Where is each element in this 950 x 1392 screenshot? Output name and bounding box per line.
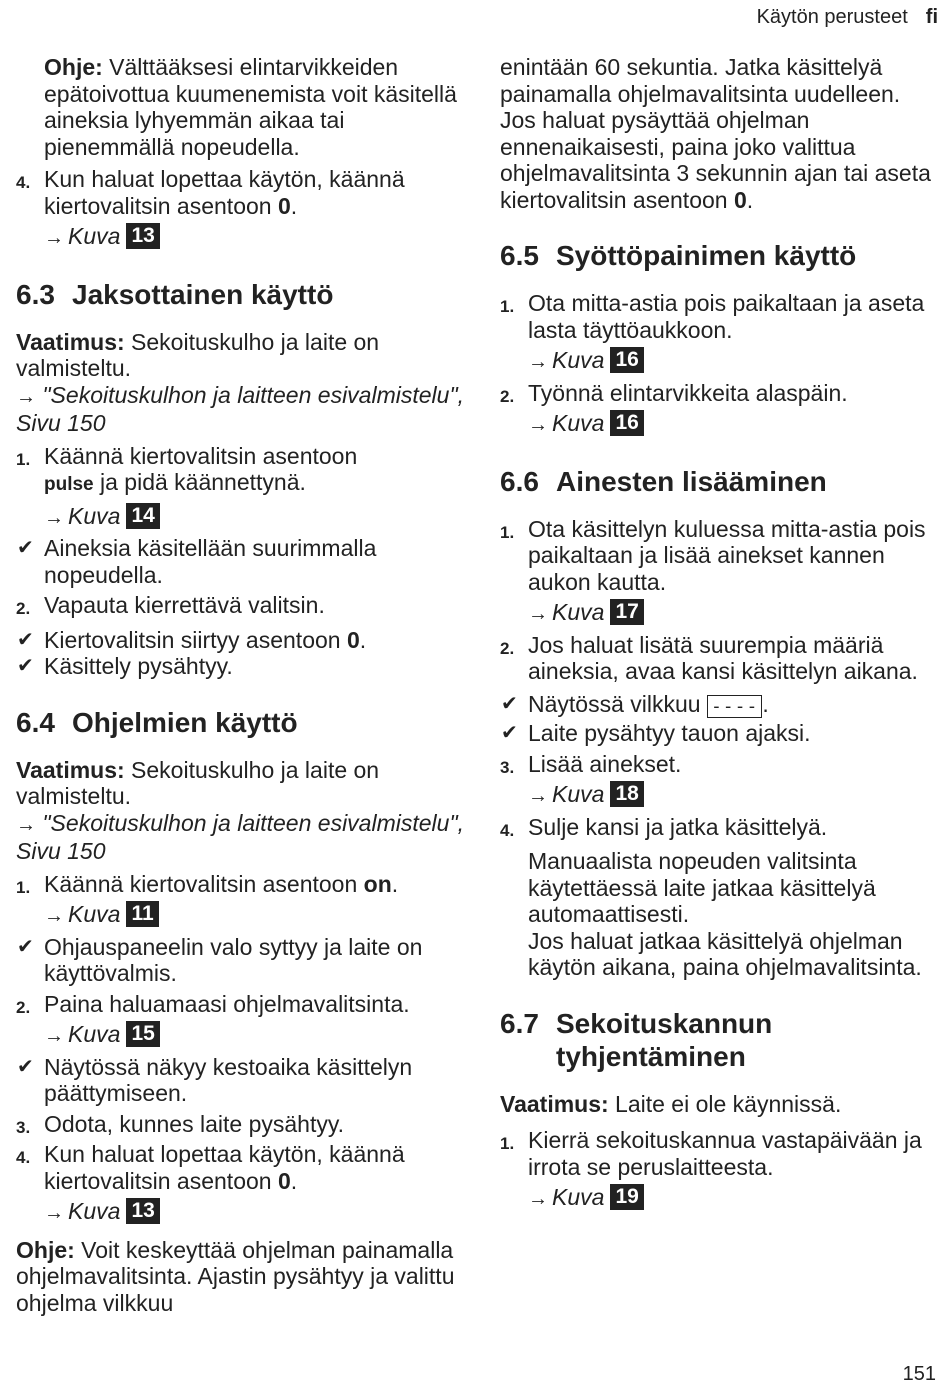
step-item: 4. Sulje kansi ja jatka käsittelyä.: [500, 813, 828, 840]
figure-number-badge: 15: [126, 1021, 159, 1047]
figure-reference: → Kuva 19: [500, 1184, 940, 1213]
figure-number-badge: 14: [126, 503, 159, 529]
result-item: ✔ Käsittely pysähtyy.: [17, 653, 233, 679]
display-blink-symbol: ----: [707, 695, 762, 718]
step-item: 1. Ota käsittelyn kuluessa mitta-astia pois paikaltaan ja lisää ainekset kannen aukon kautta.: [500, 515, 926, 595]
cross-reference: → "Sekoituskulhon ja laitteen esivalmistelu", Sivu 150: [16, 381, 464, 436]
figure-number-badge: 11: [126, 901, 158, 927]
section-heading: 6.7 Sekoituskannun tyhjentäminen: [500, 1007, 773, 1072]
step-item: 2. Työnnä elintarvikkeita alaspäin.: [500, 379, 848, 406]
figure-number-badge: 13: [126, 223, 159, 249]
step-text: Kun haluat lopettaa käytön, käännä kiertovalitsin asentoon: [44, 166, 405, 219]
checkmark-icon: ✔: [17, 1055, 34, 1078]
result-item: ✔ Aineksia käsitellään suurimmalla nopeudella.: [17, 535, 377, 588]
page-number: 151: [902, 1363, 936, 1385]
running-header: [757, 6, 938, 29]
result-item: ✔ Kiertovalitsin siirtyy asentoon 0.: [17, 626, 367, 653]
arrow-right-icon: →: [528, 414, 548, 436]
figure-reference: → Kuva 16: [500, 347, 940, 376]
checkmark-icon: ✔: [17, 537, 34, 559]
checkmark-icon: ✔: [17, 628, 34, 651]
checkmark-icon: ✔: [17, 655, 34, 677]
step-item: 4. Kun haluat lopettaa käytön, käännä kiertovalitsin asentoon 0.: [16, 1141, 405, 1194]
step-item: 3. Odota, kunnes laite pysähtyy.: [16, 1110, 345, 1137]
right-column: [500, 54, 940, 1217]
arrow-right-icon: →: [528, 785, 548, 807]
arrow-right-icon: →: [44, 227, 64, 249]
figure-number-badge: 13: [126, 1198, 159, 1224]
step-item: 3. Lisää ainekset.: [500, 750, 682, 777]
header-title: Käytön perusteet: [756, 6, 908, 28]
checkmark-icon: ✔: [501, 692, 518, 715]
step-item: 1. Käännä kiertovalitsin asentoon pulse ja pidä käännettynä.: [16, 442, 358, 495]
result-item: ✔ Näytössä näkyy kestoaika käsittelyn päättymiseen.: [17, 1053, 413, 1106]
note-paragraph: [16, 54, 466, 160]
figure-reference: → Kuva 18: [500, 781, 940, 810]
figure-number-badge: 17: [610, 599, 643, 625]
pulse-position-label: pulse: [44, 474, 94, 495]
figure-reference: → Kuva 15: [16, 1021, 466, 1050]
requirement: Vaatimus: Laite ei ole käynnissä.: [500, 1090, 842, 1117]
left-column: [16, 54, 466, 1316]
arrow-right-icon: →: [44, 1202, 64, 1224]
figure-reference: → Kuva 13: [16, 223, 466, 252]
arrow-right-icon: →: [528, 603, 548, 625]
checkmark-icon: ✔: [17, 935, 34, 958]
step-item: 4. Kun haluat lopettaa käytön, käännä kiertovalitsin asentoon 0.: [16, 166, 405, 219]
note-text: Välttääksesi elintarvikkeiden epätoivottua kuumenemista voit käsitellä aineksia lyhyemmän aikaa tai pienemmällä nopeudella.: [44, 54, 457, 160]
section-heading: 6.3 Jaksottainen käyttö: [16, 278, 334, 310]
cross-reference: → "Sekoituskulhon ja laitteen esivalmistelu", Sivu 150: [16, 809, 464, 864]
language-code: fi: [925, 6, 938, 28]
step-item: 2. Jos haluat lisätä suurempia määriä aineksia, avaa kansi käsittelyn aikana.: [500, 631, 918, 684]
step-item: 1. Kierrä sekoituskannua vastapäivään ja irrota se peruslaitteesta.: [500, 1127, 922, 1180]
section-heading: 6.5 Syöttöpainimen käyttö: [500, 240, 857, 271]
section-heading: 6.6 Ainesten lisääminen: [500, 465, 827, 497]
arrow-right-icon: →: [44, 905, 64, 927]
figure-number-badge: 16: [610, 410, 643, 436]
figure-number-badge: 16: [610, 347, 643, 373]
arrow-right-icon: →: [16, 385, 36, 408]
continued-paragraph: enintään 60 sekuntia. Jatka käsittelyä painamalla ohjelmavalitsinta uudelleen.: [500, 54, 901, 107]
figure-reference: → Kuva 17: [500, 599, 940, 628]
step-item: 1. Ota mitta-astia pois paikaltaan ja aseta lasta täyttöaukkoon.: [500, 290, 925, 343]
checkmark-icon: ✔: [501, 722, 518, 744]
figure-reference: → Kuva 13: [16, 1198, 466, 1227]
requirement: Vaatimus: Sekoituskulho ja laite on valmisteltu.: [16, 328, 380, 381]
step-item: 2. Vapauta kierrettävä valitsin.: [16, 592, 325, 618]
figure-reference: → Kuva 11: [16, 901, 466, 930]
section-heading: 6.4 Ohjelmien käyttö: [16, 706, 298, 738]
note-label: Ohje:: [44, 54, 103, 80]
result-item: ✔ Näytössä vilkkuu ---- .: [501, 690, 769, 717]
arrow-right-icon: →: [44, 506, 64, 529]
figure-number-badge: 18: [610, 781, 643, 807]
figure-reference: → Kuva 16: [500, 410, 940, 439]
arrow-right-icon: →: [528, 1188, 548, 1210]
step-item: 2. Paina haluamaasi ohjelmavalitsinta.: [16, 990, 410, 1017]
arrow-right-icon: →: [44, 1025, 64, 1047]
arrow-right-icon: →: [528, 351, 548, 373]
result-item: ✔ Ohjauspaneelin valo syttyy ja laite on käyttövalmis.: [17, 933, 423, 986]
step-item: 1. Käännä kiertovalitsin asentoon on.: [16, 870, 399, 897]
figure-reference: → Kuva 14: [16, 503, 466, 532]
note-paragraph: Ohje: Voit keskeyttää ohjelman painamalla ohjelmavalitsinta. Ajastin pysähtyy ja valittu ohjelma vilkkuu: [16, 1236, 455, 1316]
requirement: Vaatimus: Sekoituskulho ja laite on valmisteltu.: [16, 756, 380, 809]
body-paragraph: Jos haluat jatkaa käsittelyä ohjelman käytön aikana, paina ohjelmavalitsinta.: [528, 927, 922, 980]
result-item: ✔ Laite pysähtyy tauon ajaksi.: [501, 720, 811, 746]
body-paragraph: Manuaalista nopeuden valitsinta käytettäessä laite jatkaa käsittelyä automaattisesti.: [528, 848, 876, 927]
step-number: 4.: [16, 173, 31, 192]
figure-number-badge: 19: [610, 1184, 643, 1210]
arrow-right-icon: →: [16, 813, 36, 836]
continued-paragraph: Jos haluat pysäyttää ohjelman ennenaikaisesti, paina joko valittua ohjelmavalitsinta 3 sekunnin ajan tai aseta kiertovalitsin asentoon 0.: [500, 107, 931, 213]
